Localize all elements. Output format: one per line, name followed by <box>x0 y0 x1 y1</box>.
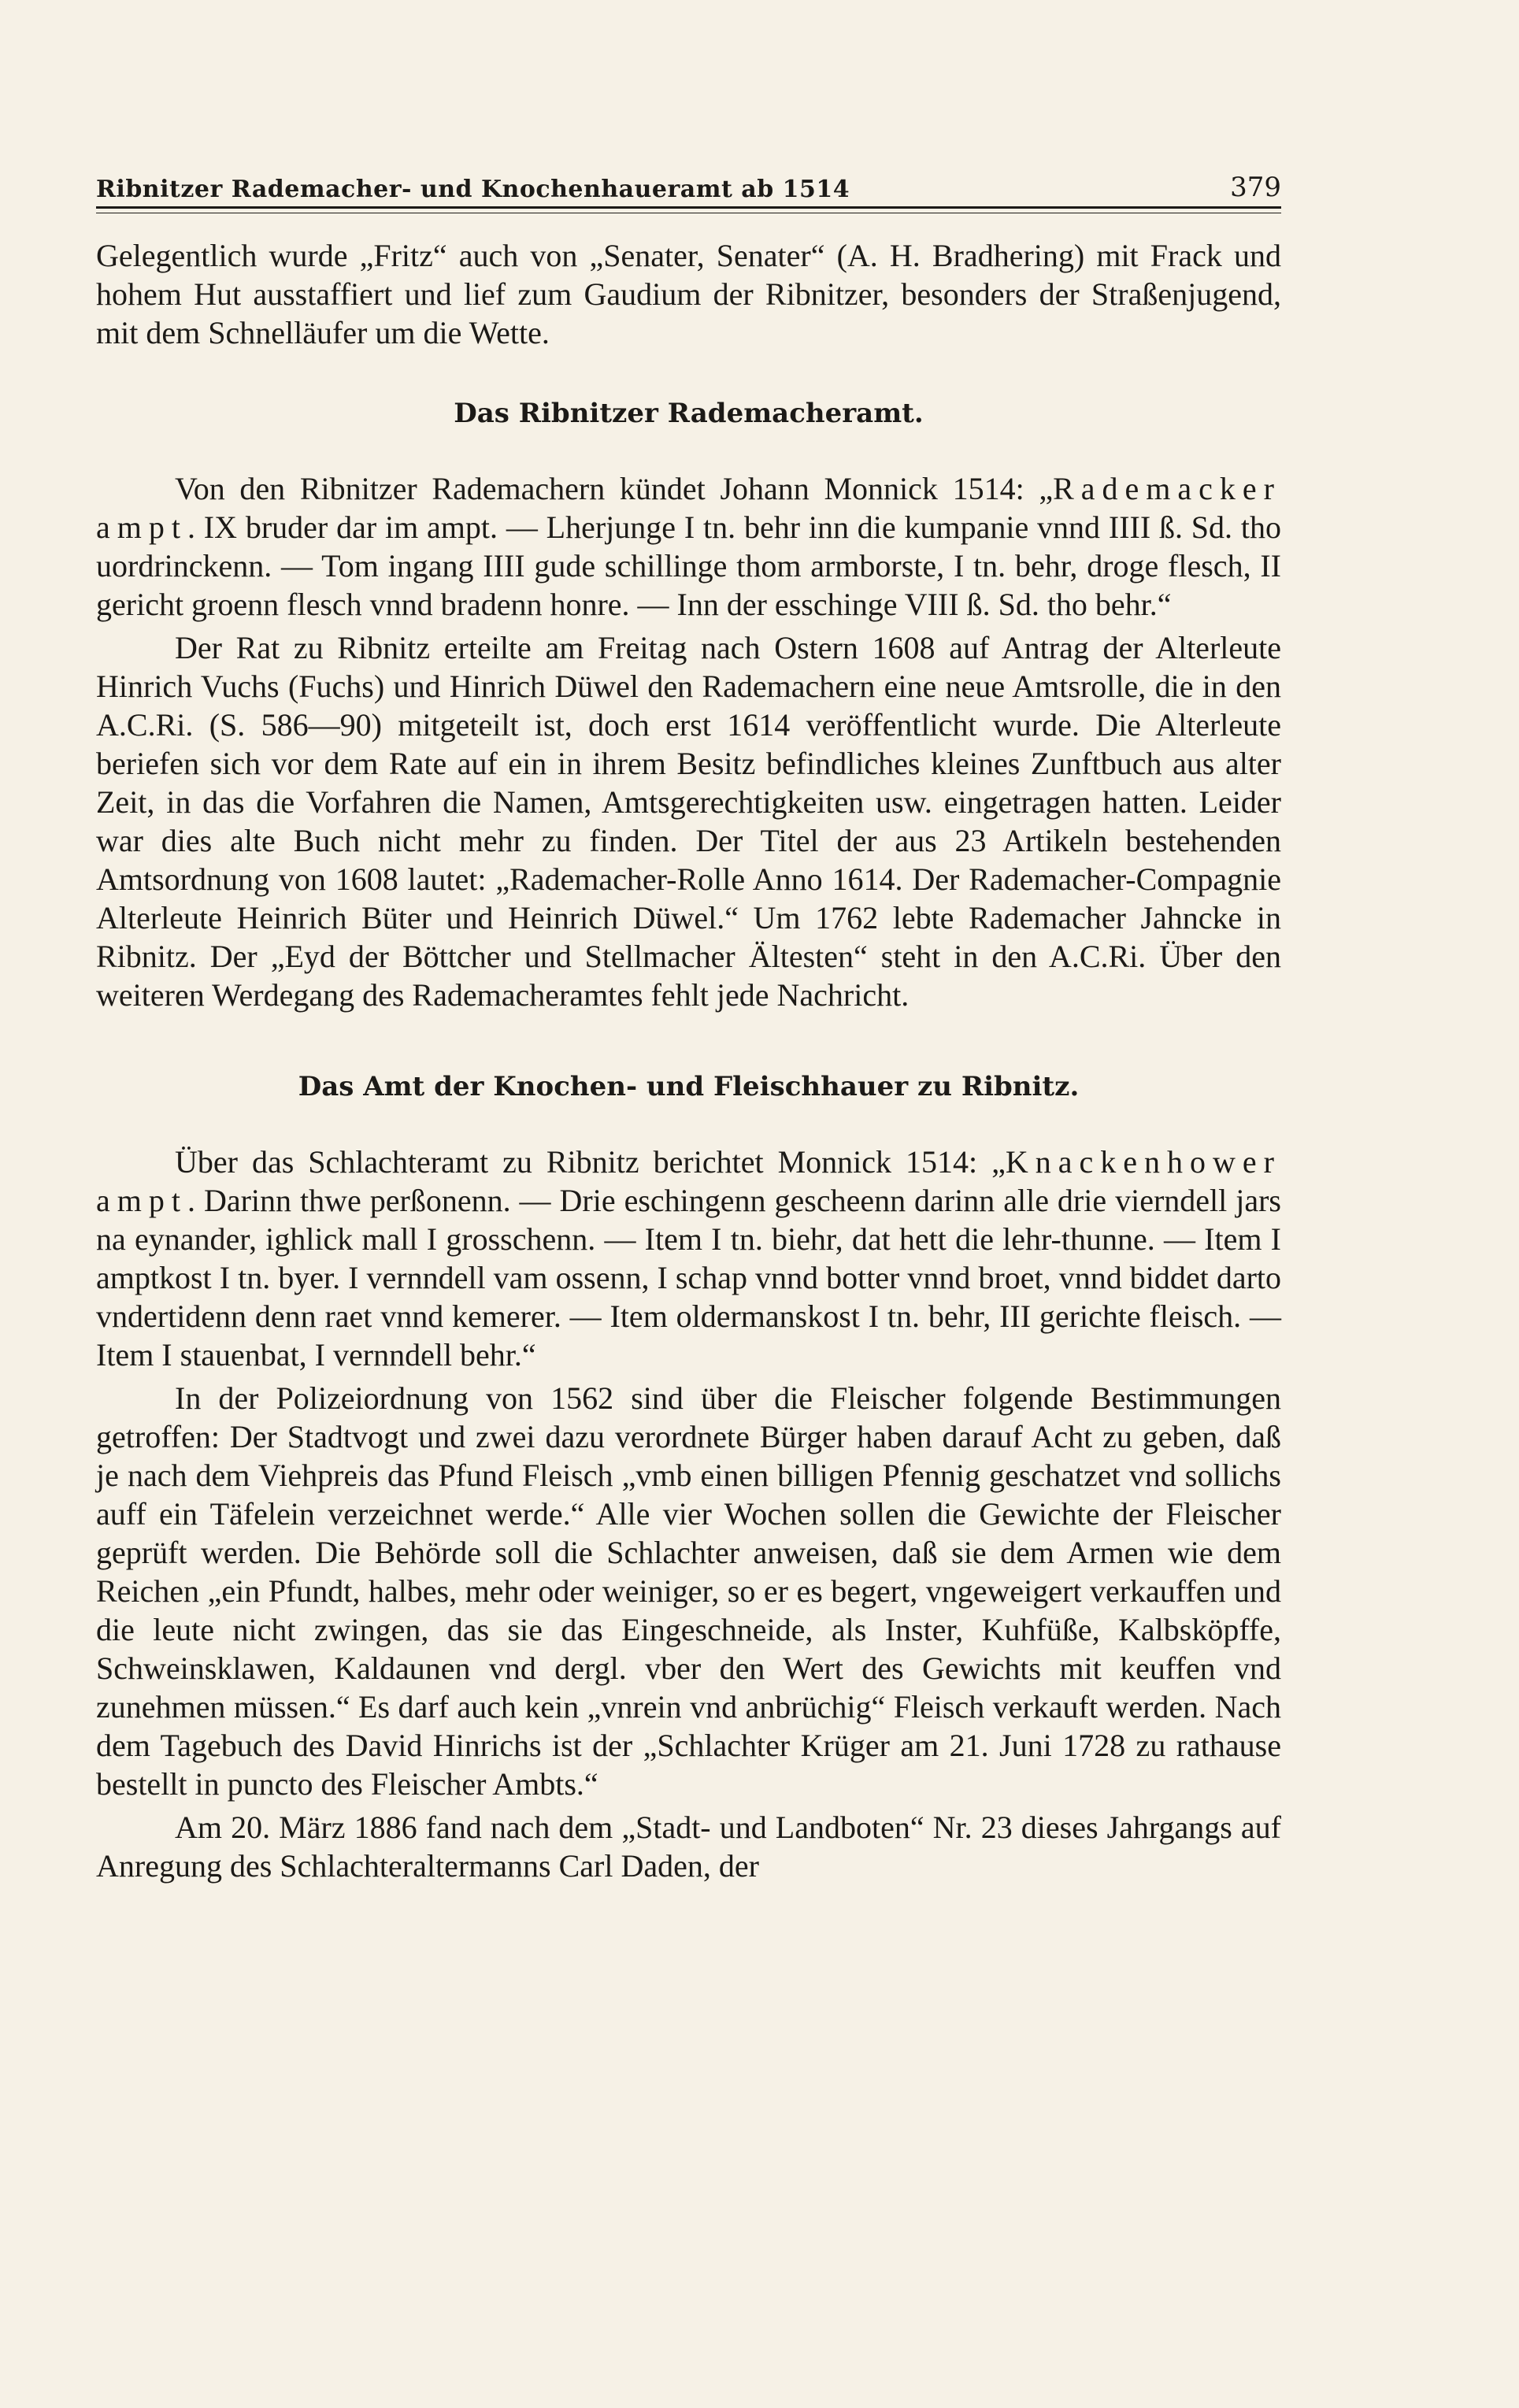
spaced-emphasis: Rademacker ampt <box>96 471 1281 545</box>
section-heading-knochenhauer: Das Amt der Knochen- und Fleischhauer zu Ribnitz. <box>298 1071 1080 1102</box>
section2-paragraph-3: Am 20. März 1886 fand nach dem „Stadt- und Landboten“ Nr. 23 dieses Jahrgangs auf Anregung des Schlachteraltermanns Carl Daden, der <box>96 1810 1281 1884</box>
spaced-emphasis: Knackenhower ampt <box>96 1144 1281 1218</box>
text-run: . Darinn thwe perßonenn. — Drie eschingenn gescheenn darinn alle drie vierndell jars na eynander, ighlick mall I grosschenn. — Item I tn. biehr, dat hett die lehr-thunne. — Item I amptkost I tn. byer. I vernndell vam ossenn, I schap vnnd botter vnnd broet, vnnd biddet darto vndertidenn denn raet vnnd kemerer. — Item oldermanskost I tn. behr, III gerichte fleisch. — Item I stauenbat, I vernndell behr.“ <box>96 1183 1281 1373</box>
running-title: Ribnitzer Rademacher- und Knochenhaueramt ab 1514 <box>96 176 850 203</box>
text-run: Von den Ribnitzer Rademachern kündet Johann Monnick 1514: „ <box>175 471 1054 506</box>
section-heading-rademacheramt: Das Ribnitzer Rademacheramt. <box>454 398 924 429</box>
section2-paragraph-2: In der Polizeiordnung von 1562 sind über die Fleischer folgende Bestimmungen getroffen: Der Stadtvogt und zwei dazu verordnete Bürger haben darauf Acht zu geben, daß je nach dem Viehpreis das Pfund Fleisch „vmb einen billigen Pfennig geschatzet vnd sollichs auff ein Täfelein verzeichnet werde.“ Alle vier Wochen sollen die Gewichte der Fleischer geprüft werden. Die Behörde soll die Schlachter anweisen, daß sie dem Armen wie dem Reichen „ein Pfundt, halbes, mehr oder weiniger, so er es begert, vngeweigert verkauffen und die leute nicht zwingen, das sie das Eingeschneide, als Inster, Kuhfüße, Kalbsköpffe, Schweinsklawen, Kaldaunen vnd dergl. vber den Wert des Gewichts mit keuffen vnd zunehmen müssen.“ Es darf auch kein „vnrein vnd anbrüchig“ Fleisch verkauft werden. Nach dem Tagebuch des David Hinrichs ist der „Schlachter Krüger am 21. Juni 1728 zu rathause bestellt in puncto des Fleischer Ambts.“ <box>96 1380 1281 1802</box>
page-header <box>96 156 1281 203</box>
page-number: 379 <box>1230 172 1281 203</box>
section1-paragraph-1 <box>96 469 1281 624</box>
header-rule-thick <box>96 206 1281 209</box>
section2-paragraph-1 <box>96 1143 1281 1374</box>
text-run: . IX bruder dar im ampt. — Lherjunge I tn. behr inn die kumpanie vnnd IIII ß. Sd. tho uordrinckenn. — Tom ingang IIII gude schillinge thom armborste, I tn. behr, droge flesch, II gericht groenn flesch vnnd bradenn honre. — Inn der esschinge VIII ß. Sd. tho behr.“ <box>96 509 1281 622</box>
page-body <box>96 236 1281 1885</box>
intro-paragraph: Gelegentlich wurde „Fritz“ auch von „Senater, Senater“ (A. H. Bradhering) mit Frack und hohem Hut ausstaffiert und lief zum Gaudium der Ribnitzer, besonders der Straßenjugend, mit dem Schnelläufer um die Wette. <box>96 238 1281 350</box>
text-run: Über das Schlachteramt zu Ribnitz berichtet Monnick 1514: „ <box>175 1144 1006 1180</box>
section1-paragraph-2: Der Rat zu Ribnitz erteilte am Freitag nach Ostern 1608 auf Antrag der Alterleute Hinrich Vuchs (Fuchs) und Hinrich Düwel den Rademachern eine neue Amtsrolle, die in den A.C.Ri. (S. 586—90) mitgeteilt ist, doch erst 1614 veröffentlicht wurde. Die Alterleute beriefen sich vor dem Rate auf ein in ihrem Besitz befindliches kleines Zunftbuch aus alter Zeit, in das die Vorfahren die Namen, Amtsgerechtigkeiten usw. eingetragen hatten. Leider war dies alte Buch nicht mehr zu finden. Der Titel der aus 23 Artikeln bestehenden Amtsordnung von 1608 lautet: „Rademacher-Rolle Anno 1614. Der Rademacher-Compagnie Alterleute Heinrich Büter und Heinrich Düwel.“ Um 1762 lebte Rademacher Jahncke in Ribnitz. Der „Eyd der Böttcher und Stellmacher Ältesten“ steht in den A.C.Ri. Über den weiteren Werdegang des Rademacheramtes fehlt jede Nachricht. <box>96 630 1281 1013</box>
